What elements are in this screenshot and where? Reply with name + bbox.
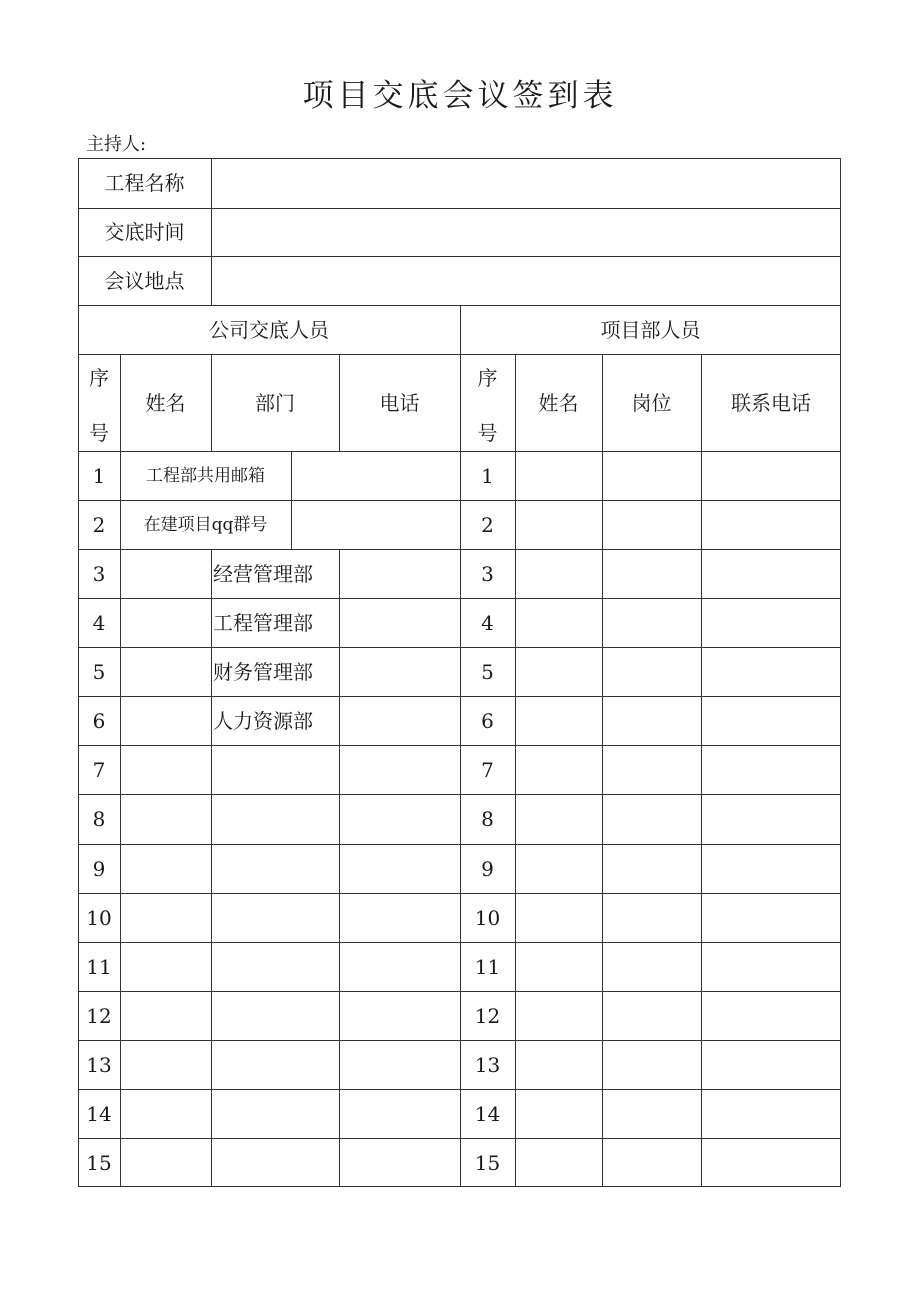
company-row-name[interactable] [120, 1138, 211, 1187]
company-row-department [211, 942, 339, 991]
company-row-seq: 4 [92, 610, 106, 635]
project-name-field[interactable] [211, 158, 841, 208]
company-row-name[interactable] [120, 991, 211, 1040]
project-row-name[interactable] [515, 942, 602, 991]
company-row-phone[interactable] [339, 794, 460, 844]
project-row-seq: 7 [481, 757, 494, 782]
company-row-seq: 6 [92, 708, 106, 733]
project-row-seq: 13 [474, 1052, 501, 1077]
project-row-position[interactable] [602, 500, 701, 549]
project-row-name[interactable] [515, 1089, 602, 1138]
project-contact-header: 联系电话 [731, 390, 811, 415]
project-row-seq: 15 [474, 1150, 501, 1175]
grid-line [211, 549, 212, 1187]
project-name-label: 工程名称 [104, 171, 185, 195]
company-row-name[interactable] [120, 844, 211, 893]
project-row-position[interactable] [602, 794, 701, 844]
project-row-contact[interactable] [701, 1138, 841, 1187]
project-row-position[interactable] [602, 1040, 701, 1089]
company-row-department: 经营管理部 [213, 561, 313, 586]
company-row-department [211, 1138, 339, 1187]
project-row-position[interactable] [602, 745, 701, 794]
grid-line [339, 549, 340, 1187]
project-row-name[interactable] [515, 893, 602, 942]
project-row-seq: 10 [474, 905, 501, 930]
project-row-name[interactable] [515, 1040, 602, 1089]
project-row-seq: 1 [481, 463, 494, 488]
grid-line [291, 451, 292, 549]
company-row-phone[interactable] [339, 991, 460, 1040]
host-label: 主持人: [86, 134, 147, 155]
company-row-phone[interactable] [339, 844, 460, 893]
meeting-location-field[interactable] [211, 256, 841, 305]
project-row-position[interactable] [602, 1089, 701, 1138]
project-row-position[interactable] [602, 549, 701, 598]
project-row-contact[interactable] [701, 794, 841, 844]
company-row-department [211, 1089, 339, 1138]
company-row-department: 工程管理部 [213, 610, 313, 635]
company-row-seq: 3 [92, 561, 106, 586]
project-seq-header-bottom: 号 [477, 421, 498, 445]
project-row-seq: 8 [481, 807, 494, 831]
project-position-header: 岗位 [631, 390, 672, 415]
company-row-special-text: 工程部共用邮箱 [146, 465, 265, 486]
company-row-seq: 2 [92, 512, 106, 537]
project-seq-header-top: 序 [477, 366, 498, 390]
project-row-position[interactable] [602, 598, 701, 647]
project-row-seq: 5 [481, 659, 494, 684]
project-row-contact[interactable] [701, 500, 841, 549]
project-row-seq: 2 [481, 512, 494, 537]
company-seq-header [78, 354, 120, 451]
project-row-contact[interactable] [701, 1089, 841, 1138]
company-row-department [211, 745, 339, 794]
project-row-position[interactable] [602, 991, 701, 1040]
company-row-name[interactable] [120, 598, 211, 647]
project-row-name[interactable] [515, 647, 602, 696]
company-row-phone[interactable] [339, 549, 460, 598]
company-row-seq: 15 [86, 1150, 112, 1175]
company-row-seq: 14 [86, 1101, 112, 1126]
company-row-name[interactable] [120, 1040, 211, 1089]
project-name-header: 姓名 [538, 390, 579, 415]
grid-line [211, 354, 212, 451]
project-row-contact[interactable] [701, 844, 841, 893]
company-row-name[interactable] [120, 893, 211, 942]
project-row-contact[interactable] [701, 451, 841, 500]
company-row-seq: 1 [92, 463, 106, 488]
briefing-time-field[interactable] [211, 208, 841, 256]
grid-line [515, 354, 516, 1187]
project-row-contact[interactable] [701, 745, 841, 794]
project-row-contact[interactable] [701, 1040, 841, 1089]
company-row-phone[interactable] [339, 1138, 460, 1187]
company-name-header: 姓名 [145, 390, 186, 415]
company-row-seq: 5 [92, 659, 106, 684]
meeting-location-label: 会议地点 [104, 268, 185, 293]
company-row-phone[interactable] [339, 696, 460, 745]
company-row-department: 人力资源部 [213, 708, 313, 733]
company-row-department [211, 893, 339, 942]
company-row-phone[interactable] [339, 1040, 460, 1089]
company-row-seq: 9 [92, 856, 106, 881]
company-phone-header: 电话 [379, 390, 420, 415]
company-row-phone[interactable] [339, 893, 460, 942]
project-row-name[interactable] [515, 844, 602, 893]
project-row-position[interactable] [602, 844, 701, 893]
company-row-phone[interactable] [339, 647, 460, 696]
project-row-name[interactable] [515, 500, 602, 549]
project-row-position[interactable] [602, 451, 701, 500]
company-row-department [211, 844, 339, 893]
company-row-name[interactable] [120, 942, 211, 991]
project-row-position[interactable] [602, 1138, 701, 1187]
project-row-name[interactable] [515, 451, 602, 500]
project-row-contact[interactable] [701, 598, 841, 647]
project-row-name[interactable] [515, 549, 602, 598]
project-row-name[interactable] [515, 794, 602, 844]
project-row-contact[interactable] [701, 893, 841, 942]
company-row-seq: 10 [86, 905, 112, 930]
project-row-name[interactable] [515, 1138, 602, 1187]
company-row-name[interactable] [120, 794, 211, 844]
project-row-position[interactable] [602, 696, 701, 745]
company-row-phone[interactable] [339, 745, 460, 794]
project-row-seq: 6 [481, 708, 494, 733]
company-row-seq: 8 [92, 807, 106, 831]
company-seq-header-top: 序 [89, 366, 109, 390]
project-row-contact[interactable] [701, 696, 841, 745]
project-row-contact[interactable] [701, 549, 841, 598]
project-row-name[interactable] [515, 745, 602, 794]
project-seq-header [460, 354, 515, 451]
company-row-seq: 12 [86, 1003, 112, 1028]
company-row-department [211, 1040, 339, 1089]
grid-line [602, 354, 603, 1187]
grid-line [701, 354, 702, 1187]
project-row-name[interactable] [515, 991, 602, 1040]
project-row-position[interactable] [602, 942, 701, 991]
project-row-contact[interactable] [701, 942, 841, 991]
project-row-contact[interactable] [701, 991, 841, 1040]
project-row-position[interactable] [602, 647, 701, 696]
company-row-seq: 7 [92, 757, 106, 782]
project-row-seq: 11 [474, 954, 501, 979]
company-row-phone[interactable] [339, 942, 460, 991]
project-row-seq: 9 [481, 856, 494, 881]
project-row-contact[interactable] [701, 647, 841, 696]
page-title: 项目交底会议签到表 [302, 78, 618, 114]
company-row-special-text: 在建项目qq群号 [143, 514, 268, 535]
project-row-name[interactable] [515, 598, 602, 647]
company-row-special-value[interactable] [291, 451, 460, 500]
company-row-department: 财务管理部 [213, 659, 313, 684]
project-row-seq: 3 [481, 561, 494, 586]
grid-line [120, 354, 121, 1187]
project-row-position[interactable] [602, 893, 701, 942]
company-row-phone[interactable] [339, 1089, 460, 1138]
company-row-seq: 13 [86, 1052, 112, 1077]
project-row-seq: 14 [474, 1101, 501, 1126]
company-department-header: 部门 [255, 390, 295, 415]
company-row-name[interactable] [120, 745, 211, 794]
project-section-title: 项目部人员 [600, 317, 701, 342]
company-row-seq: 11 [86, 954, 112, 979]
project-row-seq: 4 [481, 610, 494, 635]
company-seq-header-bottom: 号 [89, 421, 109, 445]
company-row-name[interactable] [120, 696, 211, 745]
project-row-name[interactable] [515, 696, 602, 745]
company-row-special-value[interactable] [291, 500, 460, 549]
company-row-name[interactable] [120, 647, 211, 696]
company-row-department [211, 991, 339, 1040]
grid-line [339, 354, 340, 451]
company-section-title: 公司交底人员 [209, 317, 329, 342]
company-row-phone[interactable] [339, 598, 460, 647]
briefing-time-label: 交底时间 [104, 220, 185, 244]
grid-line [211, 158, 212, 305]
company-row-department [211, 794, 339, 844]
company-row-name[interactable] [120, 1089, 211, 1138]
company-row-name[interactable] [120, 549, 211, 598]
project-row-seq: 12 [474, 1003, 501, 1028]
